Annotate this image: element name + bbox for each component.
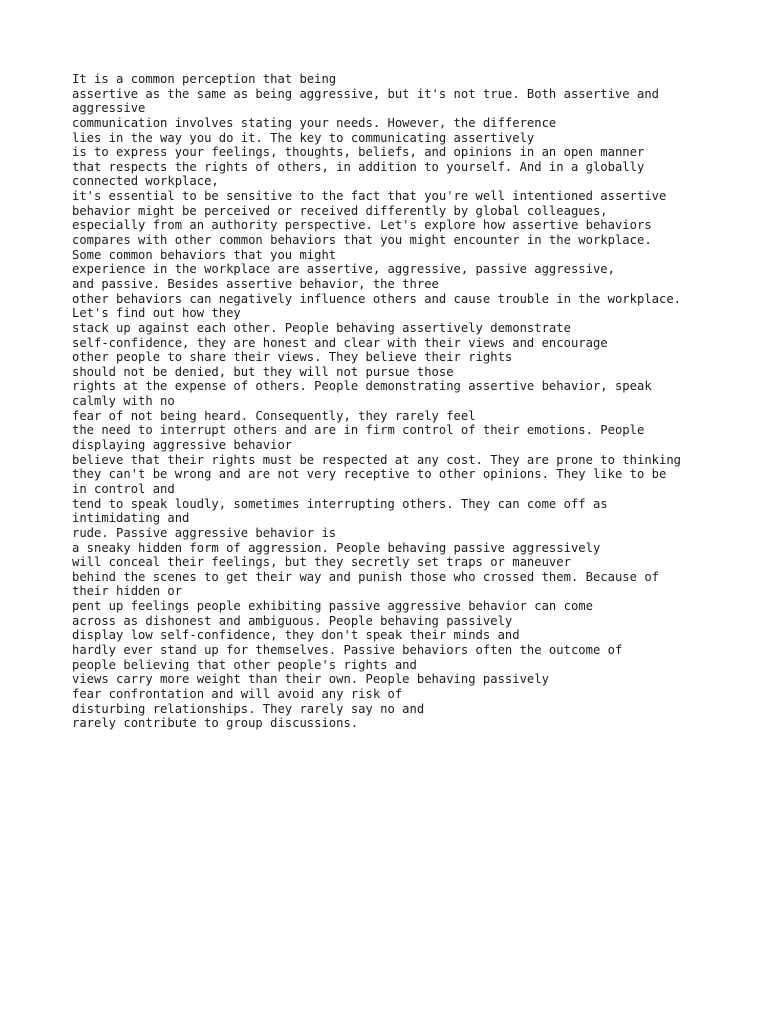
text-line: views carry more weight than their own. People behaving passively [72, 672, 549, 687]
text-line: display low self-confidence, they don't speak their minds and [72, 628, 520, 643]
text-line: self-confidence, they are honest and clear with their views and encourage [72, 335, 608, 350]
text-line: other behaviors can negatively influence others and cause trouble in the workplace. [72, 291, 682, 306]
text-line: believe that their rights must be respected at any cost. They are prone to thinking [72, 452, 682, 467]
text-line: aggressive [72, 101, 146, 116]
text-line: It is a common perception that being [72, 72, 337, 86]
text-line: across as dishonest and ambiguous. People behaving passively [72, 613, 513, 628]
text-line: disturbing relationships. They rarely say no and [72, 701, 425, 716]
text-line: fear of not being heard. Consequently, they rarely feel [72, 408, 476, 423]
text-line: a sneaky hidden form of aggression. People behaving passive aggressively [72, 540, 601, 555]
text-line: lies in the way you do it. The key to communicating assertively [72, 130, 535, 145]
text-line: pent up feelings people exhibiting passive aggressive behavior can come [72, 599, 593, 614]
text-line: rude. Passive aggressive behavior is [72, 525, 337, 540]
text-line: other people to share their views. They believe their rights [72, 350, 513, 365]
text-line: they can't be wrong and are not very receptive to other opinions. They like to be [72, 467, 667, 482]
text-line: rarely contribute to group discussions. [72, 716, 359, 731]
text-line: connected workplace, [72, 174, 219, 189]
text-line: Some common behaviors that you might [72, 247, 337, 262]
text-line: behavior might be perceived or received differently by global colleagues, [72, 203, 608, 218]
text-line: should not be denied, but they will not pursue those [72, 364, 454, 379]
text-line: assertive as the same as being aggressive, but it's not true. Both assertive and [72, 86, 659, 101]
text-line: behind the scenes to get their way and punish those who crossed them. Because of [72, 569, 659, 584]
text-line: stack up against each other. People behaving assertively demonstrate [72, 320, 571, 335]
text-line: hardly ever stand up for themselves. Passive behaviors often the outcome of [72, 642, 623, 657]
text-line: Let's find out how they [72, 306, 241, 321]
text-line: especially from an authority perspective. Let's explore how assertive behaviors [72, 218, 652, 233]
text-line: in control and [72, 481, 175, 496]
text-line: fear confrontation and will avoid any risk of [72, 686, 403, 701]
text-line: calmly with no [72, 394, 175, 409]
text-line: people believing that other people's rights and [72, 657, 417, 672]
text-line: and passive. Besides assertive behavior, the three [72, 276, 439, 291]
text-line: rights at the expense of others. People demonstrating assertive behavior, speak [72, 379, 652, 394]
text-line: displaying aggressive behavior [72, 438, 293, 453]
text-line: compares with other common behaviors that you might encounter in the workplace. [72, 233, 652, 248]
text-line: the need to interrupt others and are in firm control of their emotions. People [72, 423, 645, 438]
body-text [72, 72, 732, 731]
text-line: will conceal their feelings, but they secretly set traps or maneuver [72, 555, 571, 570]
text-line: tend to speak loudly, sometimes interrupting others. They can come off as [72, 496, 608, 511]
text-line: communication involves stating your needs. However, the difference [72, 115, 557, 130]
text-line: their hidden or [72, 584, 183, 599]
text-line: experience in the workplace are assertive, aggressive, passive aggressive, [72, 262, 615, 277]
text-line: intimidating and [72, 511, 190, 526]
text-line: that respects the rights of others, in addition to yourself. And in a globally [72, 159, 645, 174]
text-line: it's essential to be sensitive to the fact that you're well intentioned assertive [72, 189, 667, 204]
text-line: is to express your feelings, thoughts, beliefs, and opinions in an open manner [72, 145, 645, 160]
